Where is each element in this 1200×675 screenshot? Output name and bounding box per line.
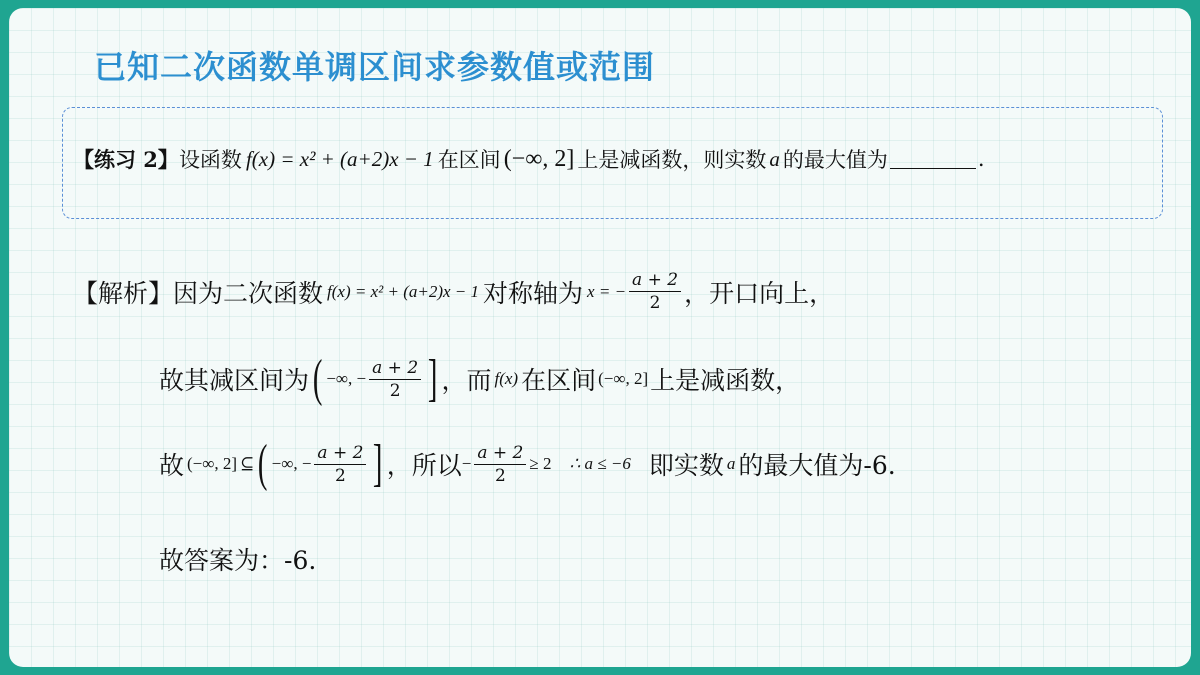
interval-fraction-2 [314,443,366,486]
left-paren-2: ( [258,435,268,492]
solution-line-2-text2: ，而 [441,366,492,395]
therefore-statement: ∴ a ≤ −6 [569,454,631,473]
solution-line-1-text2: 对称轴为 [483,278,584,308]
exercise-text-mid: 在区间 [437,148,501,172]
inequality-fraction-numerator: a + 2 [474,443,526,465]
subset-symbol: ⊆ [240,454,255,473]
solution-line-3-text1: 故 [159,451,185,480]
solution-line-3 [159,435,896,492]
exercise-question [73,144,985,174]
left-paren: ( [312,350,323,407]
inequality-neg: − [461,454,472,473]
solution-line-2-text4: 上是减函数， [650,366,801,395]
exercise-period: . [977,147,985,171]
solution-function: f(x) = x² + (a+2)x − 1 [327,281,480,301]
variable-a: a [726,454,736,473]
interval-fraction-numerator: a + 2 [369,358,421,380]
exercise-variable: a [769,146,780,171]
axis-fraction [629,270,681,313]
interval-fraction [369,358,421,401]
function-fx: f(x) [494,369,519,388]
solution-line-1-text1: 因为二次函数 [173,278,324,308]
inequality-rhs: ≥ 2 [529,454,552,473]
interval-given: (−∞, 2] [598,369,649,388]
exercise-text-end: 的最大值为 [782,148,888,172]
exercise-function: f(x) = x² + (a+2)x − 1 [245,146,434,171]
final-answer: 故答案为：-6. [159,546,317,575]
page-title: 已知二次函数单调区间求参数值或范围 [94,48,656,86]
exercise-label: 【练习 2】 [73,147,179,172]
exercise-interval: (−∞, 2] [503,145,575,172]
answer-blank [890,149,976,169]
exercise-text-after: 上是减函数，则实数 [577,148,767,172]
solution-line-3-text3: 即实数 [648,451,724,480]
solution-line-4 [159,541,316,577]
solution-line-2-text1: 故其减区间为 [159,366,310,395]
axis-lhs: x = − [587,281,627,301]
slide [9,8,1191,667]
interval-fraction-2-denominator: 2 [335,465,346,486]
inequality-fraction-denominator: 2 [494,465,506,486]
solution-line-2 [159,350,801,407]
right-bracket: ] [428,350,438,407]
interval-left: −∞, − [326,369,367,388]
interval-fraction-2-numerator: a + 2 [314,443,366,465]
interval-left-2: −∞, − [271,454,312,473]
solution-line-2-text3: 在区间 [521,366,597,395]
exercise-text-before: 设函数 [178,148,242,172]
solution-line-1-text3: ，开口向上， [684,278,835,308]
axis-fraction-denominator: 2 [649,293,661,313]
solution-label: 【解析】 [73,278,174,308]
interval-fraction-denominator: 2 [389,380,401,401]
interval-given-2: (−∞, 2] [187,454,238,473]
solution-line-3-text4: 的最大值为-6. [738,451,896,480]
right-bracket-2: ] [373,435,383,492]
solution-line-3-text2: ，所以 [386,451,462,480]
exercise-box [62,107,1163,219]
solution-line-1 [73,270,834,313]
inequality-fraction [474,443,526,486]
axis-fraction-numerator: a + 2 [629,270,681,292]
